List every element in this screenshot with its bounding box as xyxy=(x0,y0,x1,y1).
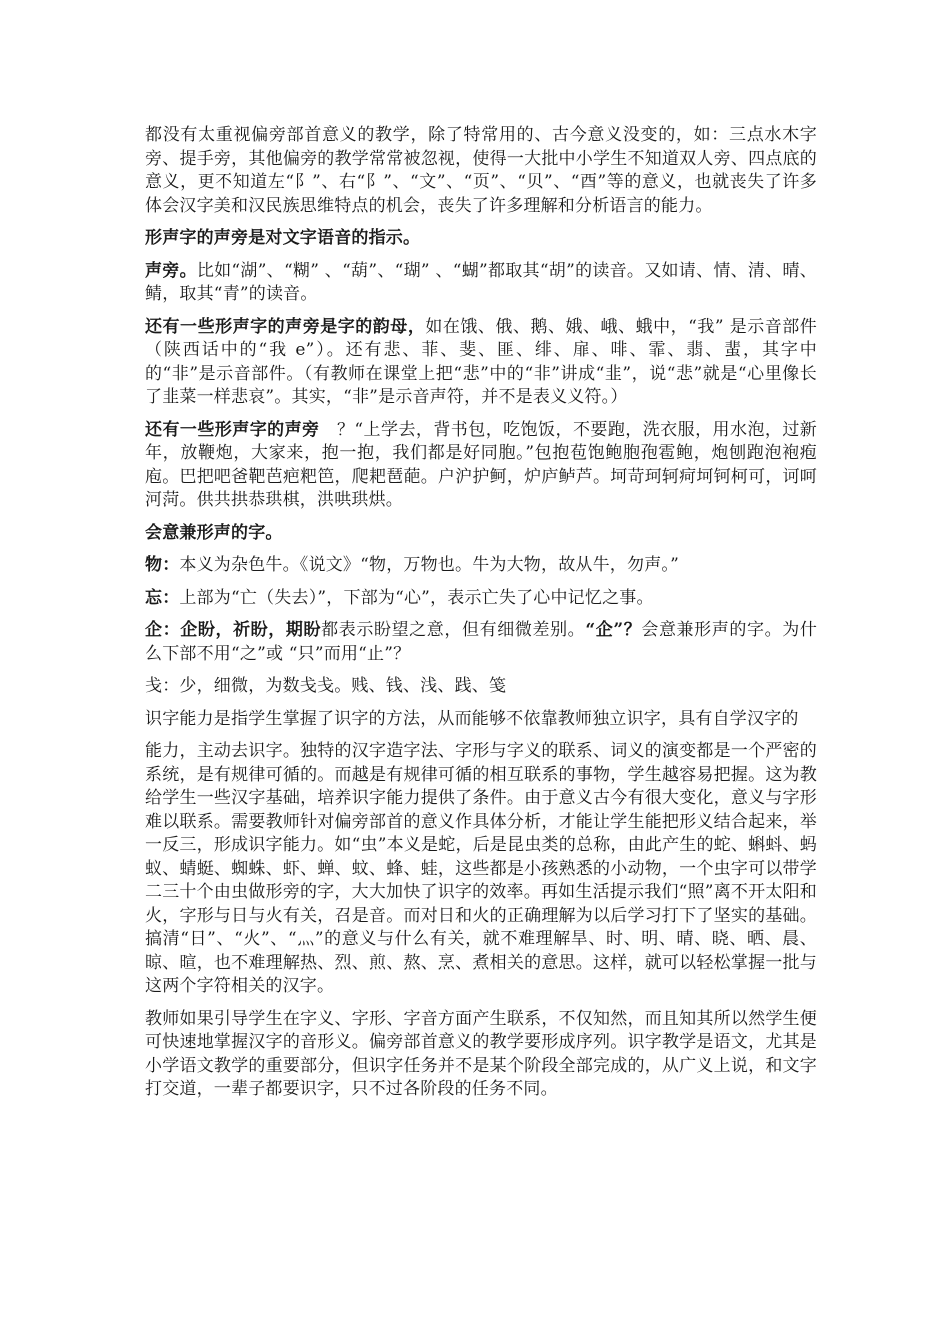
paragraph-jian xyxy=(145,675,817,699)
paragraph-rhyme-songs xyxy=(145,419,817,513)
heading-phonetic-component xyxy=(145,227,817,251)
paragraph-literacy-system xyxy=(145,740,817,999)
paragraph-lead: 声旁。 xyxy=(145,260,197,281)
paragraph-text: 都没有太重视偏旁部首意义的教学，除了特常用的、古今意义没变的，如：三点水木字旁、提手旁，其他偏旁的教学常常被忽视，使得一大批中小学生不知道双人旁、四点底的意义，更不知道左“阝”、右“阝”、“文”、“页”、“贝”、“酉”等的意义，也就丧失了许多体会汉字美和汉民族思维特点的机会，丧失了许多理解和分析语言的能力。 xyxy=(145,125,817,216)
paragraph-text: 本义为杂色牛。《说文》“物，万物也。牛为大物，故从牛，勿声。” xyxy=(179,555,679,575)
paragraph-lead: 企：企盼，祈盼，期盼 xyxy=(145,620,322,640)
heading-text: 会意兼形声的字。 xyxy=(145,522,283,543)
paragraph-phonetic-examples xyxy=(145,260,817,307)
heading-text: 形声字的声旁是对文字语音的指示。 xyxy=(145,228,421,248)
paragraph-text: ？“上学去，背书包，吃饱饭，不要跑，洗衣服，用水泡，过新年，放鞭炮，大家来，抱一抱，我们都是好同胞。”包抱苞饱鲍胞孢雹鲍，炮刨跑泡袍疱庖。巴把吧爸靶芭疤粑笆，爬耙琶葩。户沪护鲄，炉庐鲈芦。坷苛珂轲疴坷钶柯可，诃呵河菏。供共拱恭珙棋，洪哄珙烘。 xyxy=(145,419,817,510)
paragraph-text: 能力，主动去识字。独特的汉字造字法、字形与字义的联系、词义的演变都是一个严密的系统，是有规律可循的。而越是有规律可循的相互联系的事物，学生越容易把握。这为教给学生一些汉字基础，培养识字能力提供了条件。由于意义古今有很大变化，意义与字形难以联系。需要教师针对偏旁部首的意义作具体分析，才能让学生能把形义结合起来，举一反三，形成识字能力。如“虫”本义是蛇，后是昆虫类的总称，由此产生的蛇、蝌蚪、蚂蚁、蜻蜓、蜘蛛、虾、蝉、蚊、蜂、蛙，这些都是小孩熟悉的小动物，一个虫字可以带学二三十个由虫做形旁的字，大大加快了识字的效率。再如生活提示我们“照”离不开太阳和火，字形与日与火有关，召是音。而对日和火的正确理解为以后学习打下了坚实的基础。搞清“日”、“火”、“灬”的意义与什么有关，就不难理解旱、时、明、晴、晓、晒、晨、晾、暄，也不难理解热、烈、煎、熬、烹、煮相关的意思。这样，就可以轻松掌握一批与这两个字符相关的汉字。 xyxy=(145,741,817,996)
paragraph-lead: 还有一些形声字的声旁 xyxy=(145,419,320,440)
paragraph-literacy-ability xyxy=(145,708,817,732)
document-page xyxy=(145,124,817,1111)
paragraph-text: 如在饿、俄、鹅、娥、峨、蛾中，“我” 是示音部件（陕西话中的“我 e”）。还有悲、菲、斐、匪、绯、扉、啡、霏、翡、蜚，其字中的“非”是示音部件。（有教师在课堂上把“悲”中的“非”讲成“韭”，说“悲”就是“心里像长了韭菜一样悲哀”。其实，“非”是示音声符，并不是表义义符。） xyxy=(145,316,817,407)
paragraph-text: 戋：少，细微，为数戋戋。贱、钱、浅、践、笺 xyxy=(145,676,507,696)
paragraph-teacher-guidance xyxy=(145,1008,817,1102)
paragraph-lead: 还有一些形声字的声旁是字的韵母， xyxy=(145,316,426,337)
paragraph-qi xyxy=(145,619,817,666)
paragraph-wang xyxy=(145,587,817,611)
paragraph-text: 都表示盼望之意，但有细微差别。 xyxy=(321,620,586,640)
paragraph-radical-teaching xyxy=(145,124,817,218)
paragraph-lead: 忘： xyxy=(145,587,180,608)
paragraph-text: 教师如果引导学生在字义、字形、字音方面产生联系，不仅知然，而且知其所以然学生便可快速地掌握汉字的音形义。偏旁部首意义的教学要形成序列。识字教学是语文，尤其是小学语文教学的重要部分，但识字任务并不是某个阶段全部完成的，从广义上说，和文字打交道，一辈子都要识字，只不过各阶段的任务不同。 xyxy=(145,1008,817,1099)
paragraph-rhyme-component xyxy=(145,316,817,410)
paragraph-text: 上部为“亡（失去）”，下部为“心”，表示亡失了心中记忆之事。 xyxy=(179,587,654,608)
paragraph-text: 会意兼形声的字。为什么下部不用“之”或 “只”而用“止”？ xyxy=(145,620,818,664)
paragraph-lead: 物： xyxy=(145,555,180,575)
heading-compound-ideograph xyxy=(145,522,817,546)
paragraph-wu xyxy=(145,554,817,578)
paragraph-text: 识字能力是指学生掌握了识字的方法，从而能够不依靠教师独立识字，具有自学汉字的 xyxy=(145,708,799,729)
paragraph-text: 比如“湖”、“糊” 、“葫”、“瑚” 、“蝴”都取其“胡”的读音。又如请、情、清、晴、鲭，取其“青”的读音。 xyxy=(145,260,817,304)
paragraph-question: “企”？ xyxy=(585,620,642,640)
